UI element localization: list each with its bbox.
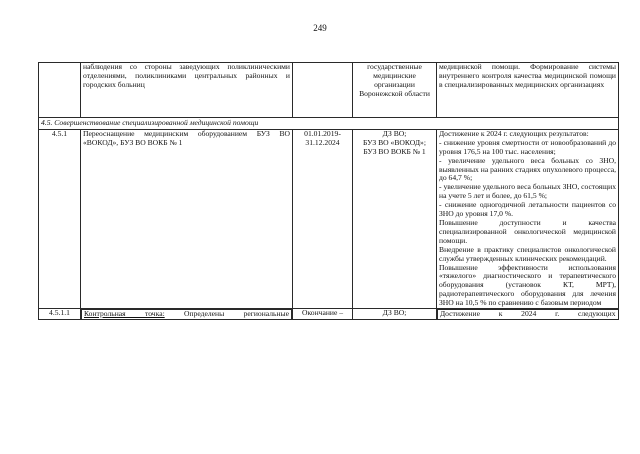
control-point-text: Определены региональные (164, 309, 289, 319)
cell-executor (353, 129, 437, 308)
section-row (39, 118, 619, 130)
cell-number (39, 63, 81, 118)
section-title: 4.5. Совершенствование специализированной медицинской помощи (39, 118, 619, 130)
result-paragraph: Повышение доступности и качества специализированной онкологической медицинской помощи. (439, 217, 616, 245)
executor-line: ДЗ ВО; (382, 129, 407, 138)
cell-dates: 01.01.2019- 31.12.2024 (293, 129, 353, 308)
result-paragraph: - увеличение удельного веса больных ЗНО, состоящих на учете 5 лет и более, до 61,5 %; (439, 182, 616, 201)
cell-number: 4.5.1 (39, 129, 81, 308)
cell-description: наблюдения со стороны заведующих поликлиническими отделениями, поликлиниками центральных районных и городских больниц (81, 63, 293, 118)
executor-line: БУЗ ВО «ВОКОД»; (363, 137, 426, 147)
result-paragraph: Достижение к 2024 г. следующих результатов: (439, 129, 589, 138)
plan-table (38, 62, 619, 320)
result-paragraph: Повышение эффективности использования «тяжелого» диагностического и терапевтического оборудования (установок КТ, МРТ), радиотерапевтического оборудования для лечения ЗНО на 10,5 % по сравнению с базовым периодом (439, 262, 616, 308)
control-point-label: Контрольная точка: (84, 309, 165, 319)
page-number: 249 (313, 23, 327, 33)
cell-executor: ДЗ ВО; (353, 309, 437, 320)
result-paragraph: Внедрение в практику специалистов онкологической службы утвержденных клинических рекомендаций. (439, 244, 616, 263)
result-paragraph: - снижение одногодичной летальности пациентов со ЗНО до уровня 17,0 %. (439, 200, 616, 219)
cell-result (437, 129, 619, 308)
cell-number: 4.5.1.1 (39, 309, 81, 320)
cell-result: Достижение к 2024 г. следующих (437, 309, 619, 320)
cell-result: медицинской помощи. Формирование системы внутреннего контроля качества медицинской помощи в специализированных медицинских организациях (437, 63, 619, 118)
cell-dates: Окончание – (293, 309, 353, 320)
cell-dates (293, 63, 353, 118)
result-paragraph: - снижение уровня смертности от новообразований до уровня 176,5 на 100 тыс. населения; (439, 137, 616, 156)
cell-executor: государственные медицинские организации Воронежской области (353, 63, 437, 118)
result-paragraph: - увеличение удельного веса больных со ЗНО, выявленных на ранних стадиях опухолевого процесса, до 64,7 %; (439, 155, 616, 183)
cell-description (81, 309, 292, 320)
table-row (39, 309, 619, 320)
cell-description: Переоснащение медицинским оборудованием БУЗ ВО «ВОКОД», БУЗ ВО ВОКБ № 1 (81, 129, 293, 308)
table-row (39, 63, 619, 118)
executor-line: БУЗ ВО ВОКБ № 1 (363, 146, 426, 156)
table-row (39, 129, 619, 308)
